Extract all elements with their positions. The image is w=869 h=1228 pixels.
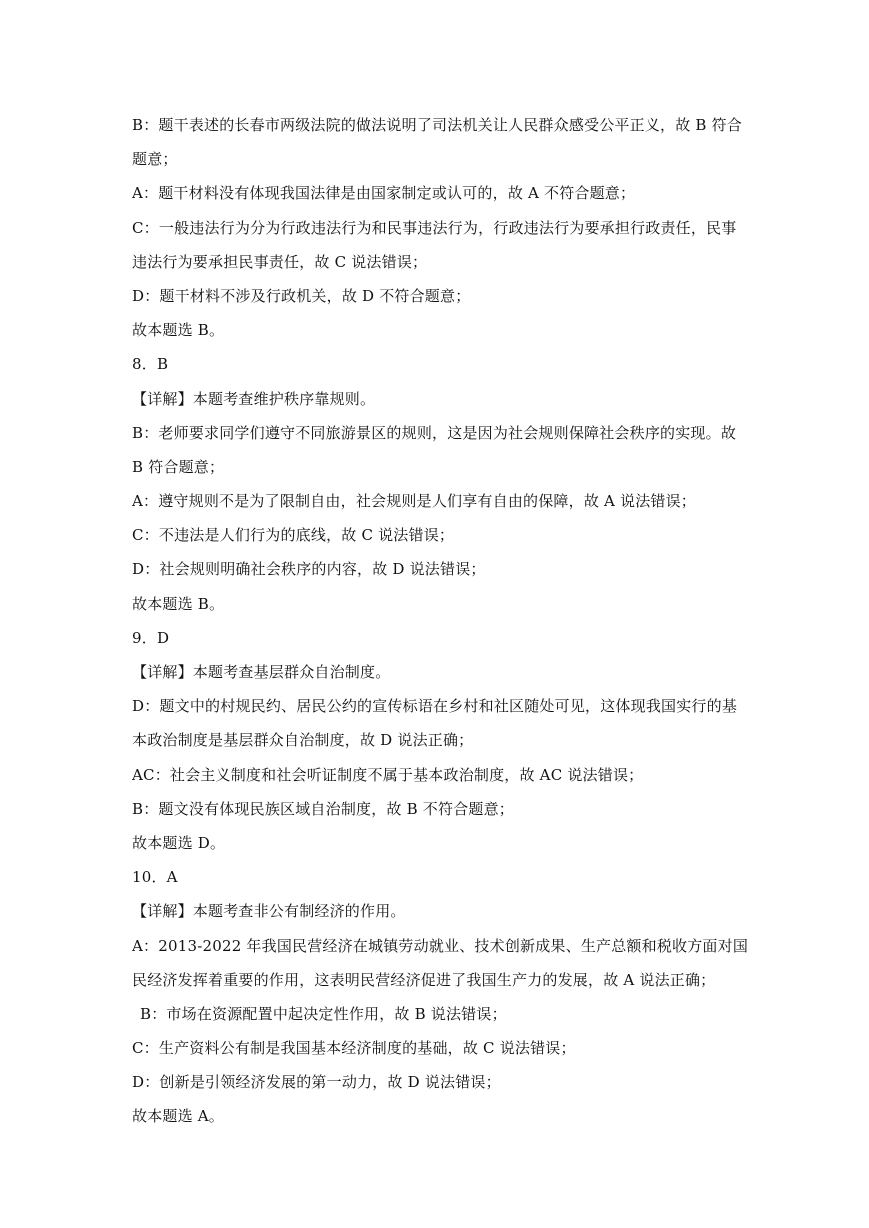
explanation-heading: 【详解】本题考查维护秩序靠规则。	[132, 389, 376, 408]
text-line: B：题文没有体现民族区域自治制度，故 B 不符合题意；	[132, 799, 514, 818]
text-line: 违法行为要承担民事责任，故 C 说法错误；	[132, 252, 428, 271]
conclusion-line: 故本题选 B。	[132, 594, 225, 613]
text-line: D：创新是引领经济发展的第一动力，故 D 说法错误；	[132, 1073, 501, 1092]
conclusion-line: 故本题选 A。	[132, 1107, 225, 1126]
question-number: 8．B	[132, 355, 169, 374]
text-line: B：题干表述的长春市两级法院的做法说明了司法机关让人民群众感受公平正义，故 B 符合	[132, 116, 742, 134]
question-number: 9．D	[132, 628, 170, 647]
answer-explanations	[132, 108, 772, 1134]
text-line: AC：社会主义制度和社会听证制度不属于基本政治制度，故 AC 说法错误；	[132, 765, 644, 784]
text-line: 题意；	[132, 150, 178, 169]
question-number: 10．A	[132, 868, 178, 887]
text-line: A：遵守规则不是为了限制自由，社会规则是人们享有自由的保障，故 A 说法错误；	[132, 492, 697, 511]
text-line: B 符合题意；	[132, 457, 225, 476]
text-line: C：不违法是人们行为的底线，故 C 说法错误；	[132, 526, 455, 545]
text-line: D：社会规则明确社会秩序的内容，故 D 说法错误；	[132, 560, 486, 579]
text-line: C：一般违法行为分为行政违法行为和民事违法行为，行政违法行为要承担行政责任，民事	[132, 218, 737, 237]
text-line: B：老师要求同学们遵守不同旅游景区的规则，这是因为社会规则保障社会秩序的实现。故	[132, 423, 737, 442]
explanation-heading: 【详解】本题考查非公有制经济的作用。	[132, 902, 406, 921]
conclusion-line: 故本题选 D。	[132, 833, 226, 852]
text-line: 本政治制度是基层群众自治制度，故 D 说法正确；	[132, 731, 474, 750]
text-line: A：2013-2022 年我国民营经济在城镇劳动就业、技术创新成果、生产总额和税收方面对国	[132, 936, 749, 955]
text-line: A：题干材料没有体现我国法律是由国家制定或认可的，故 A 不符合题意；	[132, 184, 636, 203]
text-line: 民经济发挥着重要的作用，这表明民营经济促进了我国生产力的发展，故 A 说法正确；	[132, 970, 716, 989]
text-line: B：市场在资源配置中起决定性作用，故 B 说法错误；	[140, 1004, 507, 1023]
text-line: D：题文中的村规民约、居民公约的宣传标语在乡村和社区随处可见，这体现我国实行的基	[132, 697, 738, 716]
conclusion-line: 故本题选 B。	[132, 321, 225, 340]
explanation-heading: 【详解】本题考查基层群众自治制度。	[132, 663, 391, 681]
text-line: D：题干材料不涉及行政机关，故 D 不符合题意；	[132, 286, 471, 305]
text-line: C：生产资料公有制是我国基本经济制度的基础，故 C 说法错误；	[132, 1039, 576, 1058]
